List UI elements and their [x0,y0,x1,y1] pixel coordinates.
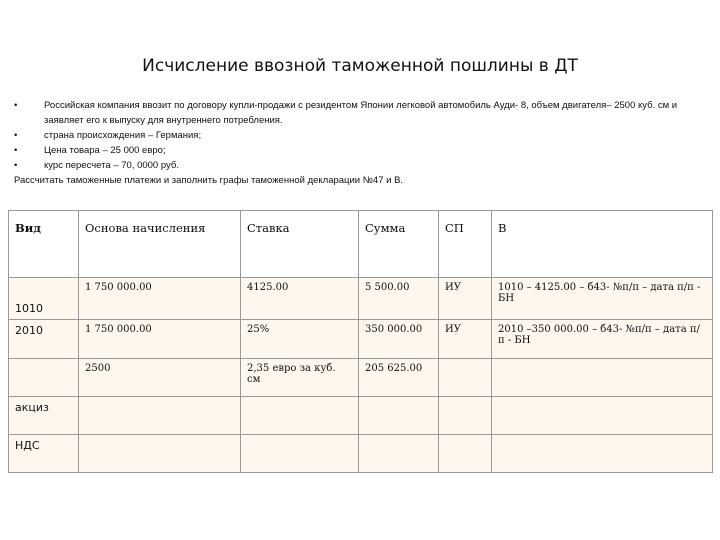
cell-rate: 4125.00 [241,278,359,320]
cell-sp [439,435,492,473]
header-cell-rate: Ставка [241,211,359,278]
cell-rate [241,435,359,473]
header-cell-sp: СП [439,211,492,278]
cell-b [492,397,713,435]
cell-base [79,435,241,473]
cell-vid: акциз [9,397,79,435]
bullet-text: страна происхождения – Германия; [44,130,202,141]
cell-base: 2500 [79,359,241,397]
table-row [9,359,713,397]
table-row [9,435,713,473]
header-cell-b: В [492,211,713,278]
bullet-marker: • [14,145,18,156]
cell-vid [9,359,79,397]
bullet-text: курс пересчета – 70, 0000 руб. [44,160,179,171]
cell-sum: 5 500.00 [359,278,439,320]
bullet-marker: • [14,160,18,171]
cell-b [492,359,713,397]
cell-rate: 2,35 евро за куб. см [241,359,359,397]
page-title: Исчисление ввозной таможенной пошлины в ДТ [142,56,578,76]
cell-base [79,397,241,435]
bullet-marker: • [14,130,18,141]
cell-rate [241,397,359,435]
cell-vid: 1010 [9,278,79,320]
bullet-marker: • [14,100,18,111]
table-header-row [9,211,713,278]
bullet-text: Российская компания ввозит по договору купли-продажи с резидентом Японии легковой автомобиль Ауди- 8, объем двигателя– 2500 куб. см и заявляет его к выпуску для внутреннего потребления. [44,100,678,126]
cell-base: 1 750 000.00 [79,278,241,320]
table-row [9,320,713,359]
cell-sum: 205 625.00 [359,359,439,397]
header-cell-vid: Вид [9,211,79,278]
task-description [14,98,704,188]
cell-sp [439,359,492,397]
cell-sp: ИУ [439,278,492,320]
cell-sp: ИУ [439,320,492,359]
table-row [9,397,713,435]
bullet-item [14,158,704,173]
bullet-item [14,143,704,158]
cell-b: 1010 – 4125.00 – б43- №п/п – дата п/п - БН [492,278,713,320]
cell-vid: НДС [9,435,79,473]
cell-rate: 25% [241,320,359,359]
cell-sum [359,397,439,435]
cell-b [492,435,713,473]
bullet-item [14,128,704,143]
bullet-item [14,98,704,128]
header-cell-sum: Сумма [359,211,439,278]
cell-base: 1 750 000.00 [79,320,241,359]
cell-vid: 2010 [9,320,79,359]
cell-sum [359,435,439,473]
table-row [9,278,713,320]
bullet-text: Цена товара – 25 000 евро; [44,145,166,156]
customs-payments-table [8,210,713,473]
header-cell-base: Основа начисления [79,211,241,278]
cell-sp [439,397,492,435]
task-instruction: Рассчитать таможенные платежи и заполнить графы таможенной декларации №47 и В. [14,175,404,186]
cell-b: 2010 –350 000.00 – б43- №п/п – дата п/п - БН [492,320,713,359]
cell-sum: 350 000.00 [359,320,439,359]
